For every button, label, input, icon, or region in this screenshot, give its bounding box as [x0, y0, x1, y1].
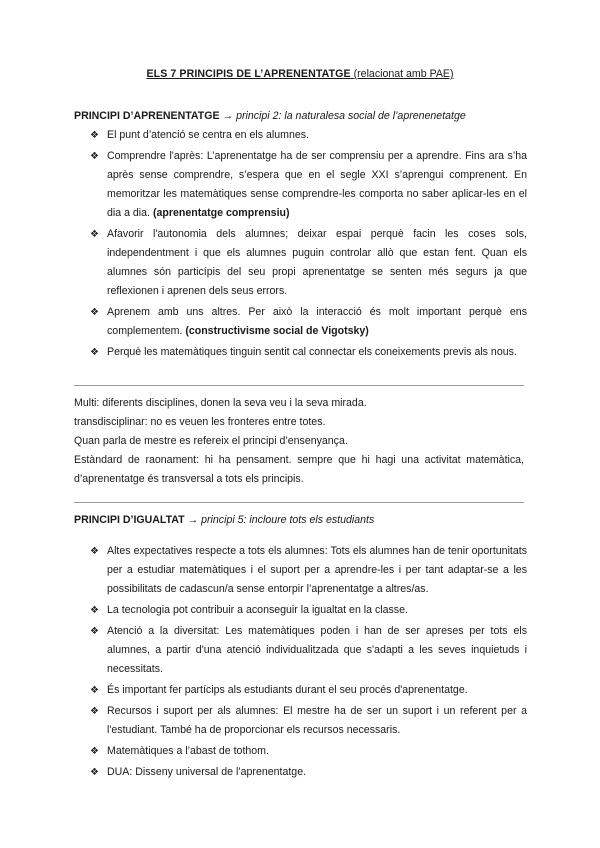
list-item-text: Perquè les matemàtiques tinguin sentit cal connectar els coneixements previs als nous.	[107, 346, 517, 358]
list-item	[90, 622, 527, 679]
arrow-icon: →	[222, 110, 234, 122]
list-item-text: Recursos i suport per als alumnes: El mestre ha de ser un suport i un referent per a l'estudiant. També ha de proporcionar els recursos necessaris.	[107, 705, 527, 736]
bullet-list-aprenentatge	[90, 126, 527, 364]
section-heading-label: PRINCIPI D’IGUALTAT	[74, 514, 185, 526]
diamond-bullet-icon: ❖	[90, 130, 99, 141]
diamond-bullet-icon: ❖	[90, 546, 99, 557]
list-item	[90, 303, 527, 341]
note-line: Multi: diferents disciplines, donen la seva veu i la seva mirada.	[74, 397, 367, 409]
section-subtitle: principi 5: incloure tots els estudiants	[201, 514, 375, 526]
diamond-bullet-icon: ❖	[90, 307, 99, 318]
diamond-bullet-icon: ❖	[90, 685, 99, 696]
horizontal-divider	[74, 385, 524, 386]
diamond-bullet-icon: ❖	[90, 229, 99, 240]
horizontal-divider	[74, 502, 524, 503]
list-item-text: La tecnologia pot contribuir a aconseguir la igualtat en la classe.	[107, 604, 408, 616]
note-line: transdisciplinar: no es veuen les fronteres entre totes.	[74, 416, 326, 428]
bullet-list-igualtat	[90, 542, 527, 784]
list-item-text: Aprenem amb uns altres. Per això la interacció és molt important perquè ens complementem.	[107, 306, 527, 337]
list-item	[90, 147, 527, 223]
section-heading-label: PRINCIPI D’APRENENTATGE	[74, 110, 220, 122]
list-item-text: Atenció a la diversitat: Les matemàtiques poden i han de ser apreses per tots els alumnes, a partir d'una atenció individualitzada que s'adapti a les seves inquietuds i necessitats.	[107, 625, 527, 675]
document-title	[0, 68, 600, 80]
list-item	[90, 742, 527, 761]
list-item	[90, 601, 527, 620]
list-item	[90, 702, 527, 740]
list-item-emphasis: (aprenentatge comprensiu)	[152, 207, 290, 219]
arrow-icon: →	[187, 514, 199, 526]
list-item-text: Matemàtiques a l’abast de tothom.	[107, 745, 269, 757]
note-line: Estàndard de raonament: hi ha pensament. sempre que hi hagi una activitat matemàtica, d’aprenentatge és transversal a tots els principis.	[74, 454, 524, 485]
list-item-text: El punt d’atenció se centra en els alumnes.	[107, 129, 309, 141]
list-item-emphasis: (constructivisme social de Vigotsky)	[185, 325, 369, 337]
list-item-text: DUA: Disseny universal de l’aprenentatge.	[107, 766, 307, 778]
list-item-text: És important fer partícips als estudiants durant el seu procés d'aprenentatge.	[107, 684, 468, 696]
list-item	[90, 763, 527, 782]
section-subtitle: principi 2: la naturalesa social de l’aprenenetatge	[236, 110, 466, 122]
list-item	[90, 343, 527, 362]
note-line: Quan parla de mestre es refereix el principi d’ensenyança.	[74, 435, 348, 447]
notes-block	[74, 394, 524, 489]
list-item-text: Altes expectatives respecte a tots els alumnes: Tots els alumnes han de tenir oportunitats per a estudiar matemàtiques i el suport per a aprendre-les i per tant adaptar-se a les possibilitats de cadascun/a sense entorpir l’aprenentatge a altres/as.	[107, 545, 527, 595]
list-item	[90, 225, 527, 301]
diamond-bullet-icon: ❖	[90, 767, 99, 778]
list-item	[90, 681, 527, 700]
list-item-text: Afavorir l'autonomia dels alumnes; deixar espai perquè facin les coses sols, independentment i que els alumnes puguin controlar allò que estan fent. Quan els alumnes són particípis del seu propi aprenentatge se senten més segurs ja que reflexionen i aprenen dels seus errors.	[107, 228, 527, 297]
diamond-bullet-icon: ❖	[90, 347, 99, 358]
title-sub: (relacionat amb PAE)	[353, 68, 454, 80]
diamond-bullet-icon: ❖	[90, 605, 99, 616]
diamond-bullet-icon: ❖	[90, 746, 99, 757]
diamond-bullet-icon: ❖	[90, 626, 99, 637]
section-heading-igualtat	[74, 514, 374, 526]
title-main: ELS 7 PRINCIPIS DE L’APRENENTATGE	[146, 68, 351, 80]
section-heading-aprenentatge	[74, 110, 466, 122]
list-item	[90, 542, 527, 599]
list-item-text: Comprendre l'après: L’aprenentatge ha de ser comprensiu per a aprendre. Fins ara s’ha après sense comprendre, s’espera que en el segle XXI s’aprengui comprenent. En memoritzar les matemàtiques sense comprendre-les comporta no saber aplicar-les en el dia a dia.	[107, 150, 527, 219]
diamond-bullet-icon: ❖	[90, 151, 99, 162]
diamond-bullet-icon: ❖	[90, 706, 99, 717]
list-item	[90, 126, 527, 145]
